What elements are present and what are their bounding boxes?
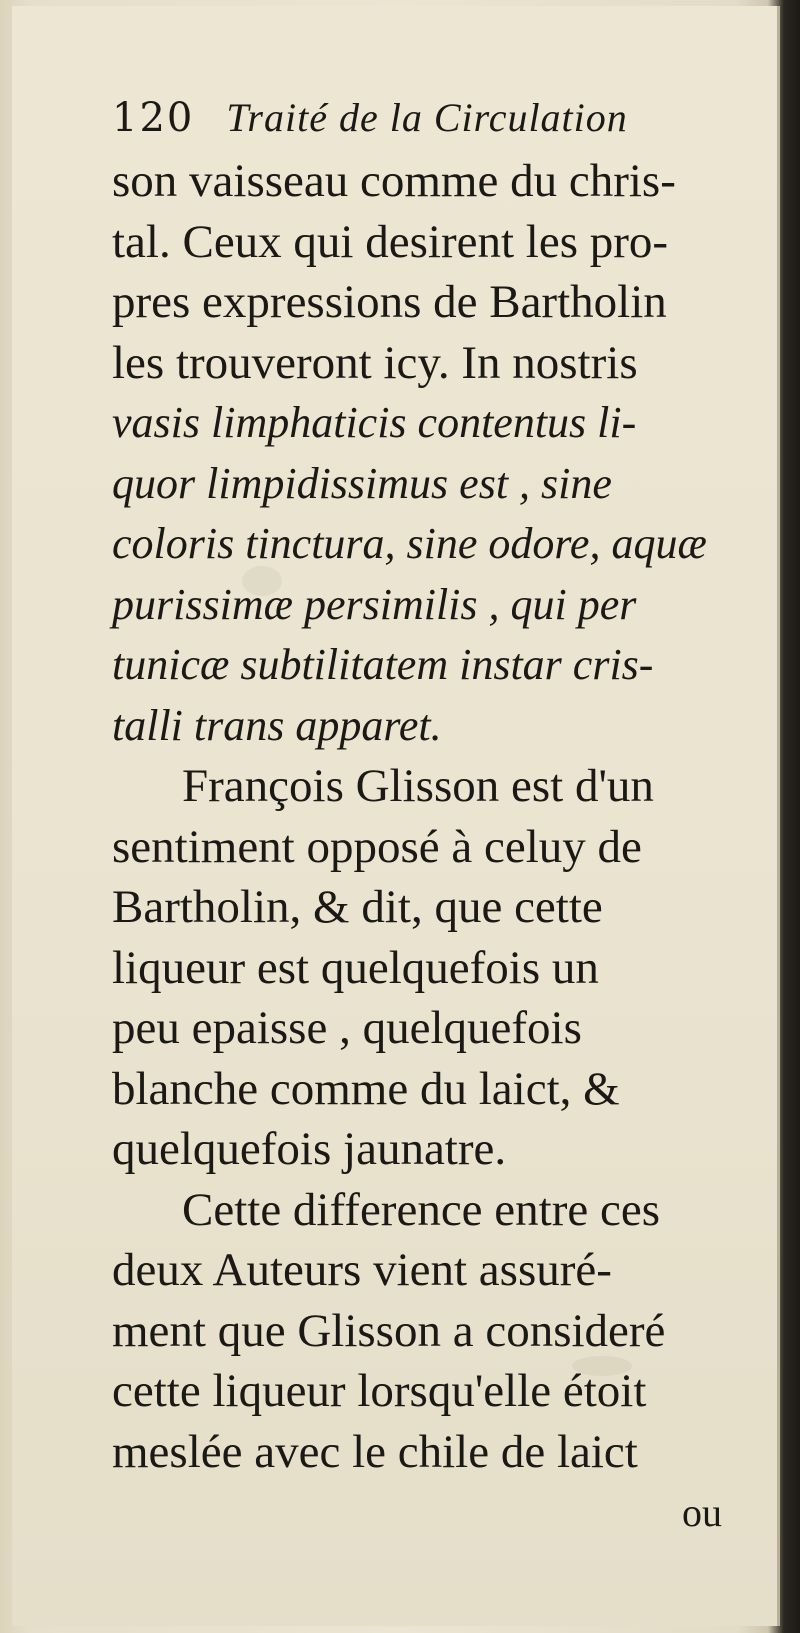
text-line: purissimæ persimilis , qui per xyxy=(112,579,637,629)
text-line: pres expressions de Bartholin xyxy=(112,276,667,328)
text-line: blanche comme du laict, & xyxy=(112,1062,620,1115)
text-line: quor limpidissimus est , sine xyxy=(112,458,612,508)
text-line: ment que Glisson a consideré xyxy=(112,1304,666,1357)
book-page xyxy=(12,6,780,1626)
text-line: tunicæ subtilitatem instar cris- xyxy=(112,640,654,689)
text-line: les trouveront icy. In nostris xyxy=(112,336,638,389)
running-title: Traité de la Circulation xyxy=(226,95,628,140)
text-line: quelquefois jaunatre. xyxy=(112,1123,507,1175)
page-header xyxy=(112,88,628,148)
text-line: vasis limphaticis contentus li- xyxy=(112,398,637,447)
text-line: son vaisseau comme du chris- xyxy=(112,155,676,207)
text-line: François Glisson est d'un xyxy=(182,760,654,812)
text-line: coloris tinctura, sine odore, aquæ xyxy=(112,519,707,568)
catchword: ou xyxy=(682,1490,722,1535)
text-line: tal. Ceux qui desirent les pro- xyxy=(112,215,669,268)
page-number: 120 xyxy=(112,95,195,141)
text-line: sentiment opposé à celuy de xyxy=(112,820,642,873)
text-line: talli trans apparet. xyxy=(112,700,442,750)
text-line: Bartholin, & dit, que cette xyxy=(112,881,603,933)
text-line: cette liqueur lorsqu'elle étoit xyxy=(112,1365,647,1417)
text-line: liqueur est quelquefois un xyxy=(112,941,599,994)
text-line: peu epaisse , quelquefois xyxy=(112,1002,582,1054)
text-line: deux Auteurs vient assuré- xyxy=(112,1244,612,1296)
text-line: Cette difference entre ces xyxy=(182,1183,660,1236)
text-line: meslée avec le chile de laict xyxy=(112,1425,638,1478)
